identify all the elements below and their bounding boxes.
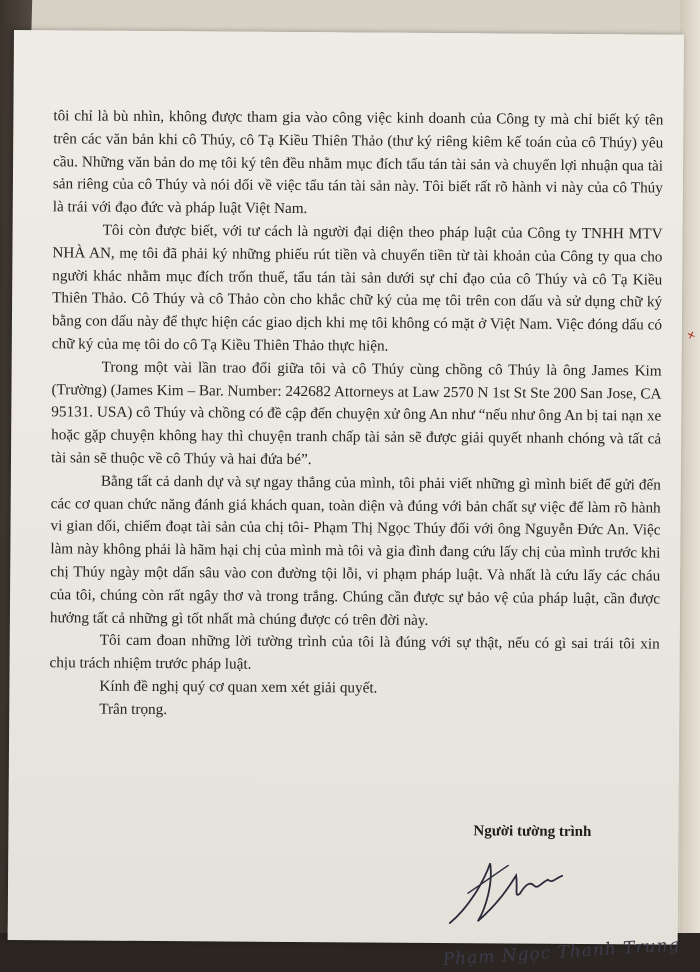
paragraph-7: Trân trọng. [99,700,168,718]
paragraph-6: Kính đề nghị quý cơ quan xem xét giải quyết. [99,677,378,697]
signature-block [438,823,681,971]
signer-name: Phạm Ngọc Thanh Trung [442,935,681,971]
paragraph-1: tôi chỉ là bù nhìn, không được tham gia vào công việc kinh doanh của Công ty mà chỉ biết ký tên trên các văn bản khi cô Thúy, cô Tạ Kiều Thiên Thảo (thư ký riêng kiêm kế toán của cô Thúy) yêu cầu. Những văn bản do mẹ tôi ký tên đều nhằm mục đích tẩu tán tài sản và chuyển lợi nhuận qua tài sản riêng của cô Thúy và nói dối về việc tẩu tán tài sản này. Tôi biết rất rõ hành vi này của cô Thúy là trái với đạo đức và pháp luật Việt Nam. [52,107,664,218]
signature-scribble [438,853,639,934]
paragraph-4: Bằng tất cả danh dự và sự ngay thẳng của mình, tôi phải viết những gì mình biết để gửi đến các cơ quan chức năng đánh giá khách quan, toàn diện và đúng với bản chất sự việc để làm rõ hành vi gian dối, chiếm đoạt tài sản của chị tôi- Phạm Thị Ngọc Thúy đối với ông Nguyễn Đức An. Việc làm này không phải là hãm hại chị của mình mà tôi và gia đình đang cứu lấy chị của mình trước khi chị Thúy ngày một dấn sâu vào con đường tội lỗi, vi phạm pháp luật. Và nhất là cứu lấy các cháu của tôi, chúng còn rất ngây thơ và trong trắng. Chúng cần được sự bảo vệ của pháp luật, cần được hưởng tất cả những gì tốt nhất mà chúng được có trên đời này. [49,472,661,629]
document-body [49,105,663,725]
signer-title: Người tường trình [473,823,592,841]
document-page [8,30,684,971]
margin-mark: ✕ [683,329,697,342]
paragraph-3: Trong một vài lần trao đổi giữa tôi và cô Thúy cùng chồng cô Thúy là ông James Kim (Trường) (James Kim – Bar. Number: 242682 Attorneys at Law 2570 N 1st St Ste 200 San Jose, CA 95131. USA) cô Thúy và chồng có đề cập đến chuyện xử ông An như “nếu như ông An bị tai nạn xe hoặc gặp chuyện không hay thì chuyện tranh chấp tài sản sẽ được giải quyết nhanh chóng và tất cả tài sản sẽ thuộc về cô Thúy và hai đứa bé”. [50,358,662,469]
paragraph-5: Tôi cam đoan những lời tường trình của tôi là đúng với sự thật, nếu có gì sai trái tôi xin chịu trách nhiệm trước pháp luật. [49,631,660,673]
paragraph-2: Tôi còn được biết, với tư cách là người đại diện theo pháp luật của Công ty TNHH MTV NHÀ AN, mẹ tôi đã phải ký những phiếu rút tiền và chuyển tiền từ tài khoản của Công ty qua cho người khác nhằm mục đích trốn thuế, tẩu tán tài sản dưới sự chỉ đạo của cô Thúy và cô Tạ Kiều Thiên Thảo. Cô Thúy và cô Thảo còn cho khắc chữ ký của mẹ tôi trên con dấu và sử dụng chữ ký bằng con dấu này để thực hiện các giao dịch khi mẹ tôi không có mặt ở Việt Nam. Việc đóng dấu có chữ ký của mẹ tôi do cô Tạ Kiều Thiên Thảo thực hiện. [51,221,663,355]
